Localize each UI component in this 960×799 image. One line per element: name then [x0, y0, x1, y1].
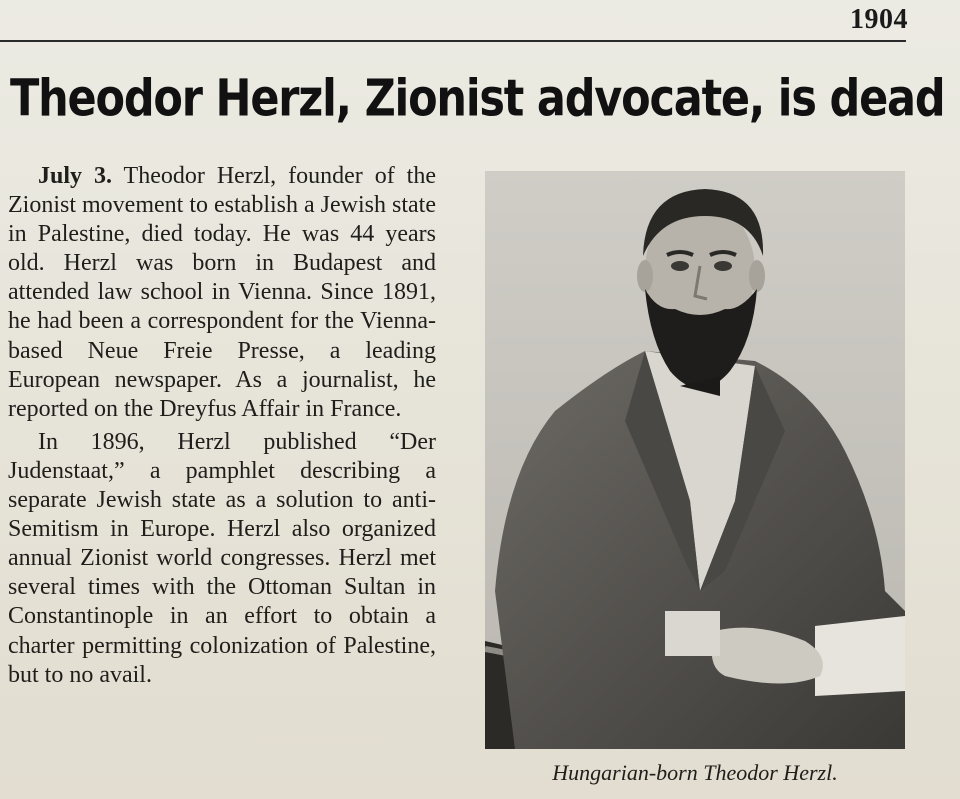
article-body	[8, 162, 436, 690]
photo-caption: Hungarian-born Theodor Herzl.	[552, 760, 838, 785]
paragraph-1	[8, 162, 436, 424]
portrait-photo	[485, 171, 905, 749]
header-rule	[0, 40, 906, 42]
paragraph-2: In 1896, Herzl published “Der Judenstaat,” a pamphlet describing a separate Jewish state as a solution to anti-Semitism in Europe. Herzl also organized annual Zionist world congresses. Herzl met several times with the Ottoman Sultan in Constantinople in an effort to obtain a charter permitting colonization of Palestine, but to no avail.	[8, 428, 436, 688]
dateline: July 3.	[38, 163, 112, 189]
portrait-illustration	[485, 171, 905, 749]
article-headline: Theodor Herzl, Zionist advocate, is dead	[10, 69, 945, 129]
page-year: 1904	[850, 4, 908, 35]
paragraph-1-text: Theodor Herzl, founder of the Zionist movement to establish a Jewish state in Palestine, died today. He was 44 years old. Herzl was born in Budapest and attended law school in Vienna. Since 1891, he had been a correspondent for the Vienna-based Neue Freie Presse, a leading European newspaper. As a journalist, he reported on the Dreyfus Affair in France.	[8, 163, 436, 422]
